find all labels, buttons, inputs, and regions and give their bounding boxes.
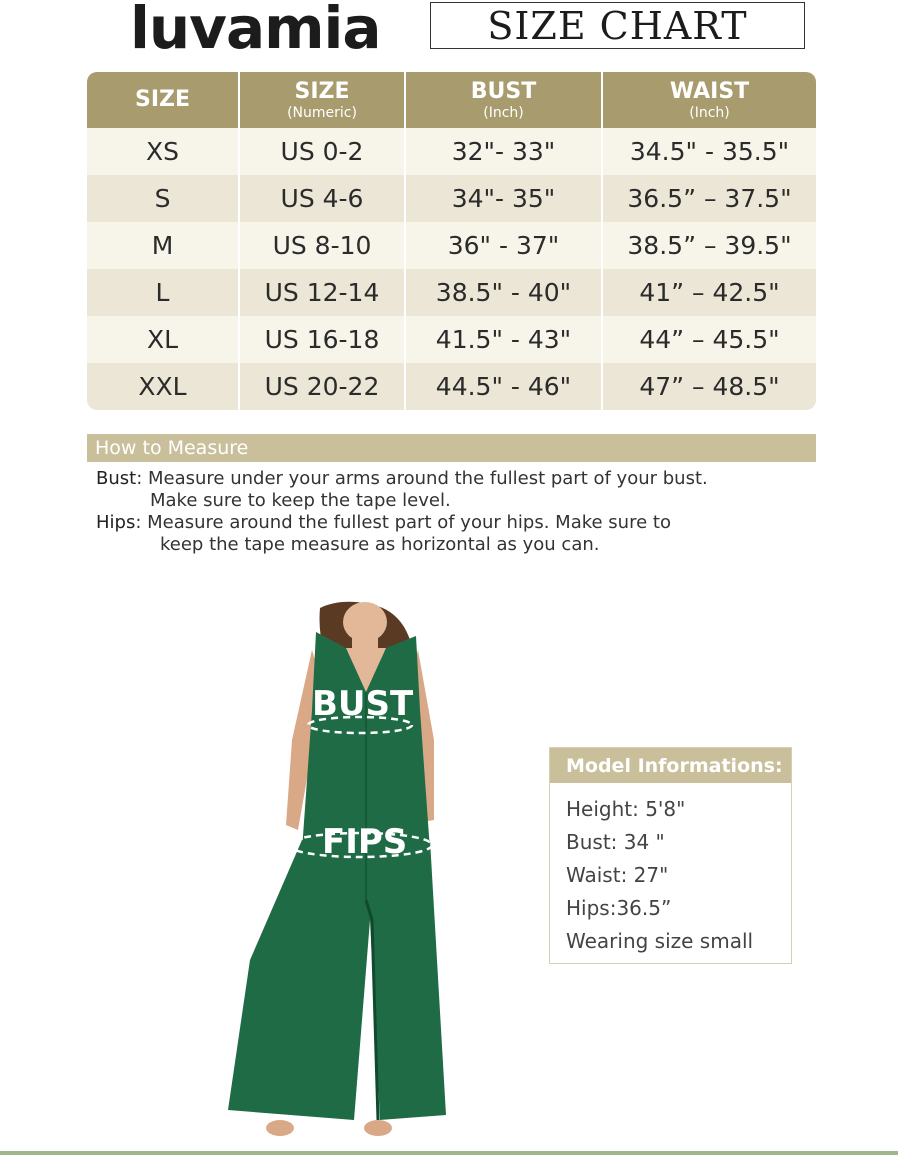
model-jumpsuit-legs [228,840,446,1120]
header-bust-sub: (Inch) [483,104,524,121]
bottom-divider [0,1151,898,1155]
cell-size: M [87,222,240,269]
model-info-line: Waist: 27" [566,863,669,887]
model-left-foot [266,1120,294,1136]
figure-hips-label: FIPS [322,822,408,862]
cell-bust: 38.5" - 40" [406,269,603,316]
size-chart-title [430,2,805,49]
model-right-foot [364,1120,392,1136]
cell-waist: 38.5” – 39.5" [627,231,792,260]
hips-measure-label: Hips [96,512,136,533]
model-info-line: Bust: 34 " [566,830,665,854]
size-chart-title-text: SIZE CHART [487,3,748,48]
model-info-line: Wearing size small [566,929,754,953]
header-waist-title: WAIST [669,78,750,104]
hips-measure-line2: keep the tape measure as horizontal as you can. [160,534,600,555]
cell-bust: 36" - 37" [406,222,603,269]
bust-measure-line2: Make sure to keep the tape level. [150,490,451,511]
header-size-title: SIZE [134,87,190,112]
size-table [87,72,816,410]
header-bust-title: BUST [470,78,537,104]
cell-bust: 32"- 33" [406,128,603,175]
table-header-row [87,72,816,128]
cell-waist: 34.5" - 35.5" [629,137,790,166]
table-row [87,175,816,222]
cell-numeric: US 12-14 [240,269,406,316]
header-waist-sub: (Inch) [689,104,730,121]
cell-numeric: US 8-10 [240,222,406,269]
bust-measure-label: Bust [96,468,137,489]
cell-size: L [87,269,240,316]
table-row [87,316,816,363]
cell-size: XS [87,128,240,175]
cell-waist: 47” – 48.5" [639,372,780,401]
table-row [87,222,816,269]
hips-measure-line1: : Measure around the fullest part of your hips. Make sure to [135,512,671,533]
bust-measure-line1: : Measure under your arms around the fullest part of your bust. [136,468,708,489]
how-to-measure-heading: How to Measure [87,434,816,462]
model-info-heading: Model Informations: [550,748,791,783]
table-row [87,269,816,316]
header-waist [603,72,816,128]
cell-bust: 34"- 35" [406,175,603,222]
cell-waist: 41” – 42.5" [639,278,780,307]
header-size-numeric [240,72,406,128]
cell-bust: 44.5" - 46" [406,363,603,410]
model-info-line: Hips:36.5” [566,896,672,920]
figure-bust-label: BUST [312,684,414,724]
table-row [87,128,816,175]
cell-numeric: US 0-2 [240,128,406,175]
header-size [87,72,240,128]
model-info-box [549,747,792,964]
cell-bust: 41.5" - 43" [406,316,603,363]
cell-numeric: US 20-22 [240,363,406,410]
model-info-body [550,783,791,958]
cell-size: S [87,175,240,222]
header-bust [406,72,603,128]
model-info-line: Height: 5'8" [566,797,686,821]
table-row [87,363,816,410]
cell-numeric: US 4-6 [240,175,406,222]
cell-numeric: US 16-18 [240,316,406,363]
model-illustration [220,600,460,1145]
cell-waist: 36.5” – 37.5" [627,184,792,213]
cell-waist: 44” – 45.5" [639,325,780,354]
cell-size: XXL [87,363,240,410]
header-size-numeric-sub: (Numeric) [287,104,357,121]
header-size-numeric-title: SIZE [294,78,350,104]
model-photo [220,600,460,1145]
brand-logo: luvamia [130,0,381,62]
how-to-measure-text [96,468,708,556]
cell-size: XL [87,316,240,363]
